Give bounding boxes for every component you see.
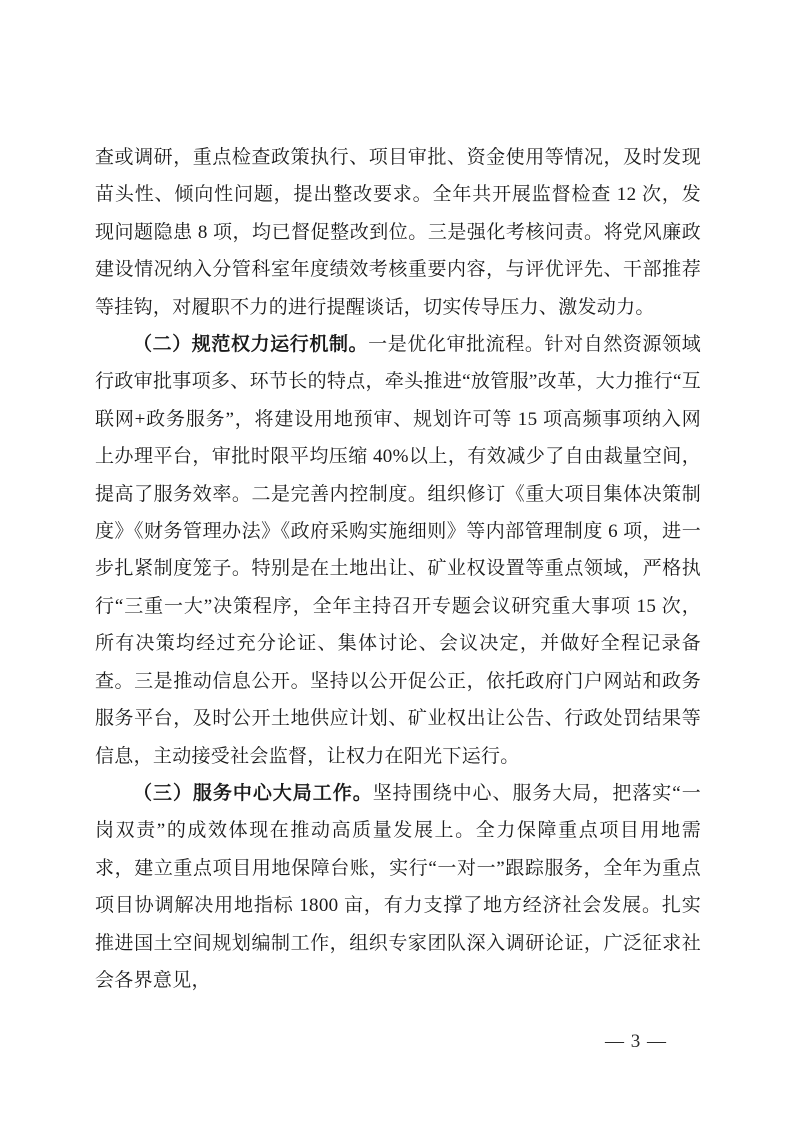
document-body	[95, 139, 701, 999]
section-heading-3: （三）服务中心大局工作。	[133, 782, 373, 804]
paragraph-continuation	[95, 139, 701, 326]
page-number: — 3 —	[605, 1031, 667, 1052]
body-text: 坚持围绕中心、服务大局，把落实“一岗双责”的成效体现在推动高质量发展上。全力保障重点项目用地需求，建立重点项目用地保障台账，实行“一对一”跟踪服务，全年为重点项目协调解决用地指标 1800 亩，有力支撑了地方经济社会发展。扎实推进国土空间规划编制工作，组织专家团队深入调研论证，广泛征求社会各界意见，	[95, 782, 701, 991]
body-text: 针对自然资源领域行政审批事项多、环节长的特点，牵头推进“放管服”改革，大力推行“互联网+政务服务”，将建设用地预审、规划许可等 15 项高频事项纳入网上办理平台，审批时限平均压缩 40%以上，有效减少了自由裁量空间，提高了服务效率。	[95, 334, 702, 505]
inline-point-heading-2: 二是完善内控制度。	[251, 483, 428, 505]
body-text: 组织修订《重大项目集体决策制度》《财务管理办法》《政府采购实施细则》等内部管理制度 6 项，进一步扎紧制度笼子。特别是在土地出让、矿业权设置等重点领域，严格执行“三重一大”决策程序，全年主持召开专题会议研究重大事项 15 次，所有决策均经过充分论证、集体讨论、会议决定，并做好全程记录备查。	[95, 483, 702, 692]
inline-point-heading-3: 三是推动信息公开。	[134, 670, 311, 692]
paragraph-section-2	[95, 326, 701, 775]
body-text: 查或调研，重点检查政策执行、项目审批、资金使用等情况，及时发现苗头性、倾向性问题，提出整改要求。全年共开展监督检查 12 次，发现问题隐患 8 项，均已督促整改到位。	[95, 147, 701, 243]
body-text: 将党风廉政建设情况纳入分管科室年度绩效考核重要内容，与评优评先、干部推荐等挂钩，对履职不力的进行提醒谈话，切实传导压力、激发动力。	[95, 221, 701, 318]
section-heading-2: （二）规范权力运行机制。	[133, 334, 369, 356]
page-footer	[605, 1031, 667, 1053]
inline-point-heading-3: 三是强化考核问责。	[427, 221, 604, 243]
inline-point-heading-1: 一是优化审批流程。	[368, 334, 545, 356]
paragraph-section-3	[95, 775, 701, 999]
body-text: 坚持以公开促公正，依托政府门户网站和政务服务平台，及时公开土地供应计划、矿业权出让公告、行政处罚结果等信息，主动接受社会监督，让权力在阳光下运行。	[95, 670, 702, 767]
